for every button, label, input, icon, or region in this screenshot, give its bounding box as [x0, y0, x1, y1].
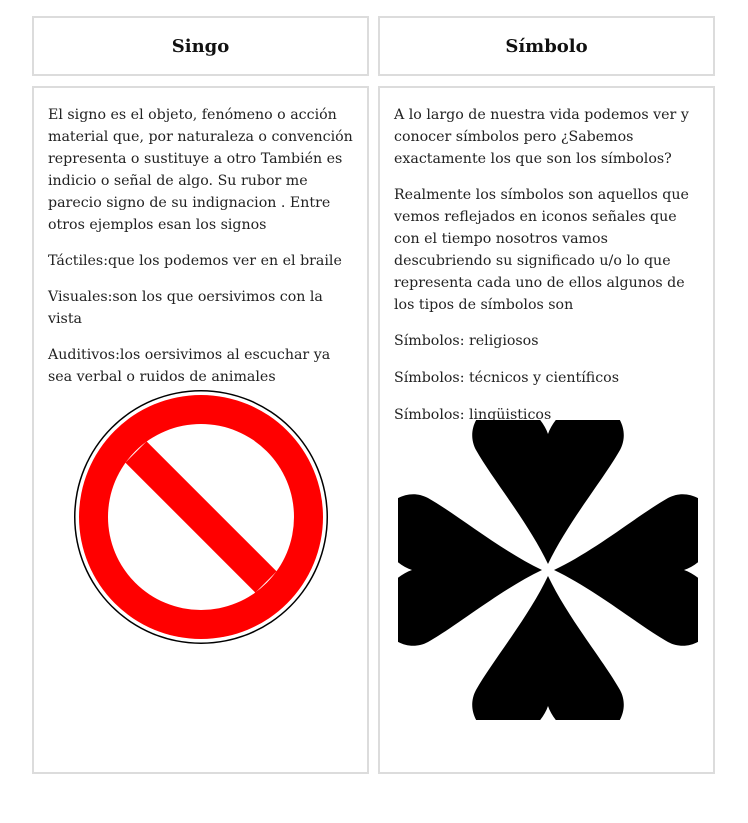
prohibition-sign-icon	[72, 388, 330, 646]
four-leaf-clover-icon	[398, 420, 698, 720]
left-title: Singo	[171, 35, 230, 57]
right-paragraph-4: Símbolos: técnicos y científicos	[394, 370, 619, 386]
left-header	[32, 16, 369, 76]
right-paragraph-2: Realmente los símbolos son aquellos que vemos reflejados en iconos señales que con el tiempo nosotros vamos descubriendo su significado u/o lo que representa cada uno de ellos algunos de los tipos de símbolos son	[394, 187, 689, 313]
right-paragraph-5: Símbolos: lingüisticos	[394, 407, 552, 423]
left-paragraph-4: Auditivos:los oersivimos al escuchar ya sea verbal o ruidos de animales	[48, 347, 331, 385]
right-paragraph-1: A lo largo de nuestra vida podemos ver y conocer símbolos pero ¿Sabemos exactamente los que son los símbolos?	[394, 107, 689, 167]
left-paragraph-1: El signo es el objeto, fenómeno o acción material que, por naturaleza o convención representa o sustituye a otro También es indicio o señal de algo. Su rubor me parecio signo de su indignacion . Entre otros ejemplos esan los signos	[48, 107, 353, 233]
right-header	[378, 16, 715, 76]
left-paragraph-2: Táctiles:que los podemos ver en el braile	[48, 253, 342, 269]
right-paragraph-3: Símbolos: religiosos	[394, 333, 539, 349]
left-paragraph-3: Visuales:son los que oersivimos con la vista	[48, 289, 323, 327]
right-title: Símbolo	[505, 35, 588, 57]
